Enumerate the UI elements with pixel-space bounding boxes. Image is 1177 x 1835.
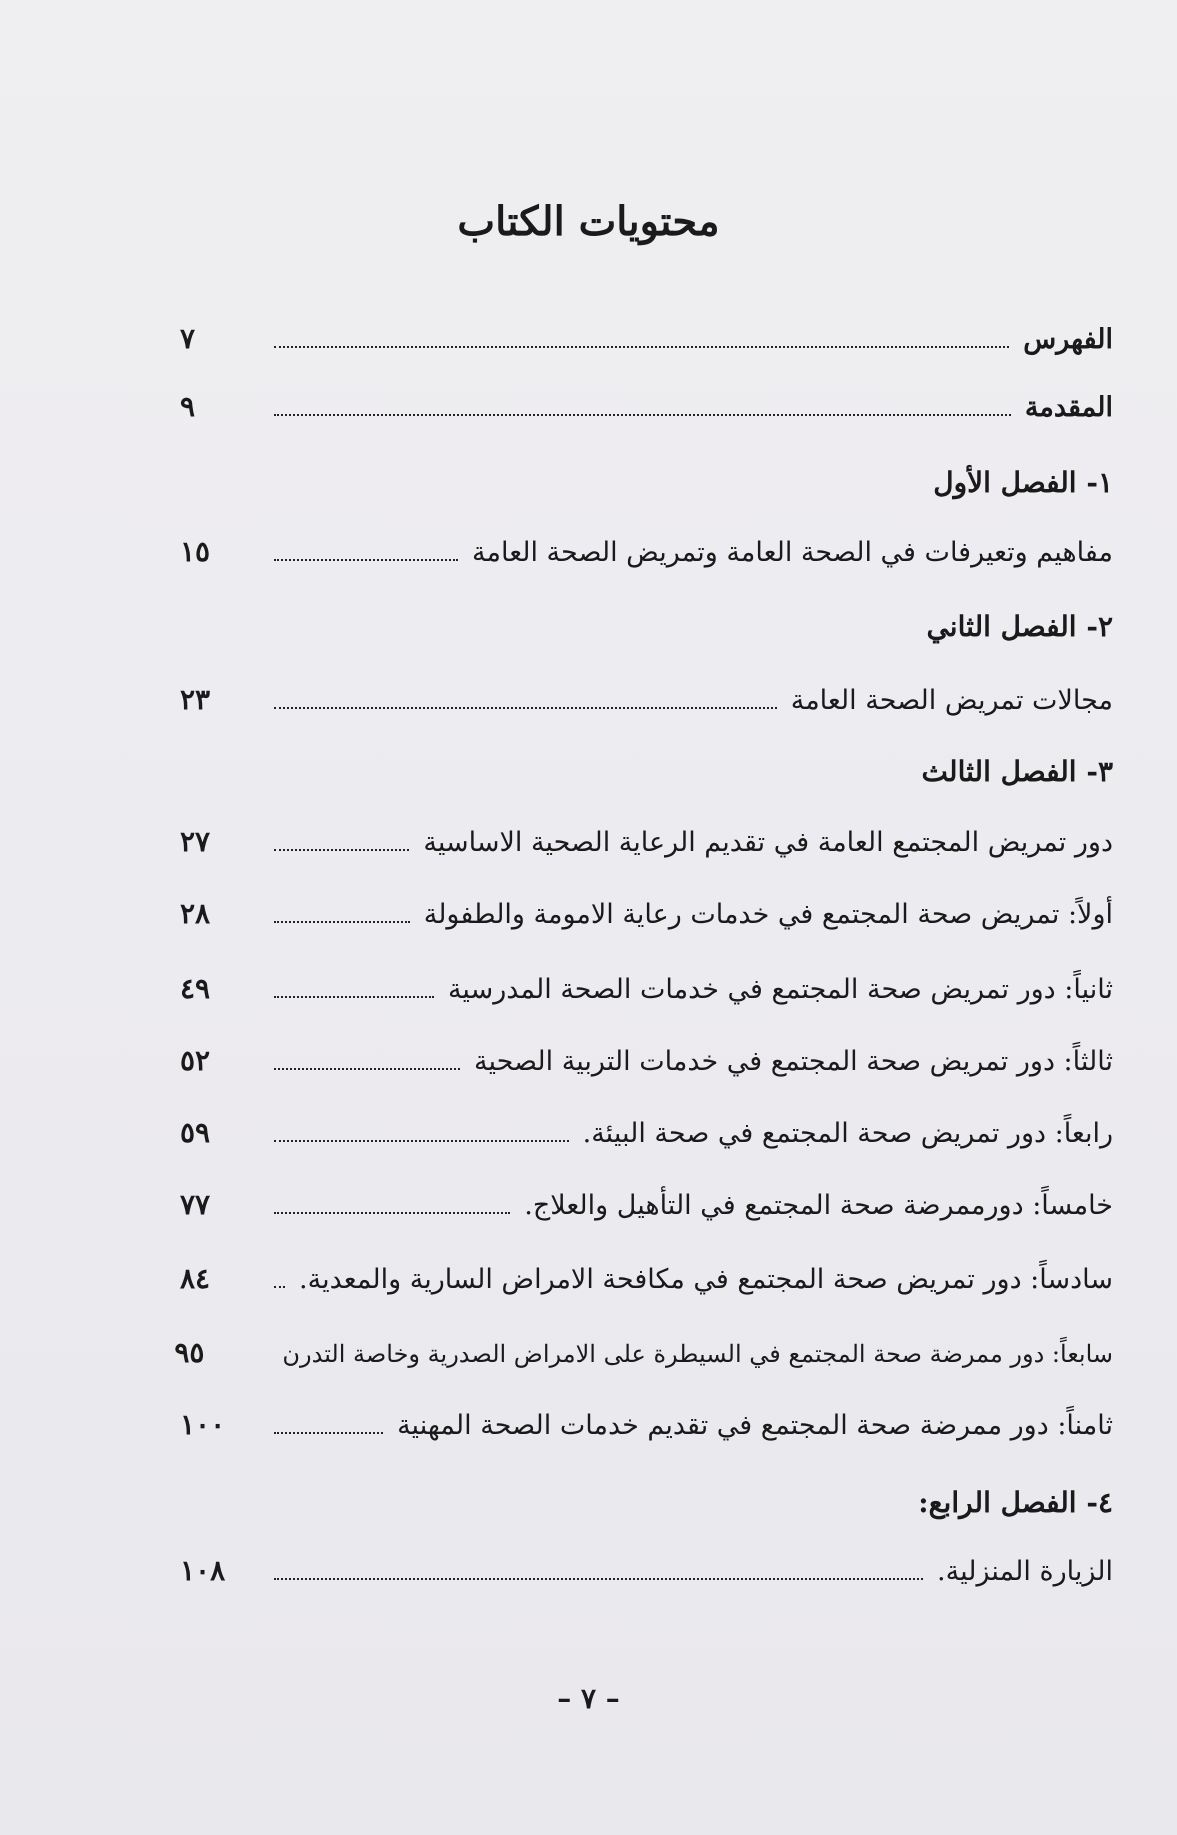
- toc-entry-label: رابعاً: دور تمريض صحة المجتمع في صحة البيئة.: [582, 1118, 1113, 1149]
- dot-leader: [274, 899, 410, 923]
- toc-page-number: ٤٩: [180, 972, 211, 1005]
- dot-leader: [274, 1264, 285, 1288]
- toc-page-number: ٧٧: [180, 1188, 211, 1221]
- toc-entry: [180, 825, 1113, 865]
- dot-leader: [274, 1190, 510, 1214]
- dot-leader: [274, 974, 434, 998]
- toc-entry-label: سادساً: دور تمريض صحة المجتمع في مكافحة الامراض السارية والمعدية.: [299, 1264, 1113, 1295]
- chapter-heading-3: ٣- الفصل الثالث: [921, 755, 1113, 788]
- toc-entry-label: الزيارة المنزلية.: [937, 1556, 1113, 1587]
- toc-entry: [180, 897, 1113, 937]
- toc-entry-index: [180, 322, 1113, 362]
- toc-page-number: ٢٨: [180, 897, 211, 930]
- toc-entry-label: ثامناً: دور ممرضة صحة المجتمع في تقديم خدمات الصحة المهنية: [397, 1410, 1113, 1441]
- toc-entry: [180, 683, 1113, 723]
- toc-entry: [180, 535, 1113, 575]
- toc-entry-label: خامساً: دورممرضة صحة المجتمع في التأهيل والعلاج.: [524, 1190, 1113, 1221]
- toc-page-number: ٢٣: [180, 683, 211, 716]
- chapter-heading-2: ٢- الفصل الثاني: [926, 610, 1113, 643]
- toc-entry-label: سابعاً: دور ممرضة صحة المجتمع في السيطرة على الامراض الصدرية وخاصة التدرن: [282, 1340, 1113, 1368]
- dot-leader: [274, 1410, 383, 1434]
- toc-page-number: ٩٥: [174, 1336, 205, 1369]
- toc-entry-label: ثانياً: دور تمريض صحة المجتمع في خدمات الصحة المدرسية: [447, 974, 1113, 1005]
- toc-page-number: ٥٢: [180, 1044, 211, 1077]
- toc-page-number: ٩: [180, 390, 196, 423]
- toc-entry-label: أولاً: تمريض صحة المجتمع في خدمات رعاية الامومة والطفولة: [423, 899, 1113, 930]
- chapter-heading-1: ١- الفصل الأول: [933, 466, 1113, 499]
- toc-entry: [180, 1116, 1113, 1156]
- toc-entry: [180, 1262, 1113, 1302]
- toc-entry: [180, 1188, 1113, 1228]
- toc-entry-introduction: [180, 390, 1113, 430]
- dot-leader: [274, 324, 1009, 348]
- toc-page-number: ١٠٠: [180, 1408, 226, 1441]
- dot-leader: [274, 1046, 460, 1070]
- toc-entry-label: مجالات تمريض الصحة العامة: [790, 685, 1113, 716]
- toc-page-number: ٨٤: [180, 1262, 211, 1295]
- toc-entry-label: الفهرس: [1023, 324, 1113, 355]
- page-title: محتويات الكتاب: [457, 198, 720, 245]
- dot-leader: [274, 1118, 569, 1142]
- toc-entry-label: ثالثاً: دور تمريض صحة المجتمع في خدمات التربية الصحية: [473, 1046, 1113, 1077]
- toc-entry: [180, 1044, 1113, 1084]
- dot-leader: [274, 685, 777, 709]
- toc-page-number: ٥٩: [180, 1116, 211, 1149]
- toc-entry: [180, 1554, 1113, 1594]
- toc-entry: [180, 972, 1113, 1012]
- dot-leader: [274, 827, 409, 851]
- dot-leader: [274, 537, 458, 561]
- toc-page-number: ١٠٨: [180, 1554, 226, 1587]
- dot-leader: [274, 1556, 923, 1580]
- page-number-footer: – ٧ –: [557, 1682, 620, 1715]
- toc-entry-label: مفاهيم وتعيرفات في الصحة العامة وتمريض الصحة العامة: [472, 537, 1113, 568]
- toc-page-number: ٧: [180, 322, 196, 355]
- dot-leader: [274, 392, 1011, 416]
- toc-page-number: ١٥: [180, 535, 211, 568]
- toc-entry: [174, 1336, 1113, 1376]
- toc-entry-label: المقدمة: [1024, 392, 1113, 423]
- toc-entry-label: دور تمريض المجتمع العامة في تقديم الرعاية الصحية الاساسية: [423, 827, 1113, 858]
- toc-entry: [180, 1408, 1113, 1448]
- toc-page-number: ٢٧: [180, 825, 211, 858]
- chapter-heading-4: ٤- الفصل الرابع:: [918, 1486, 1113, 1519]
